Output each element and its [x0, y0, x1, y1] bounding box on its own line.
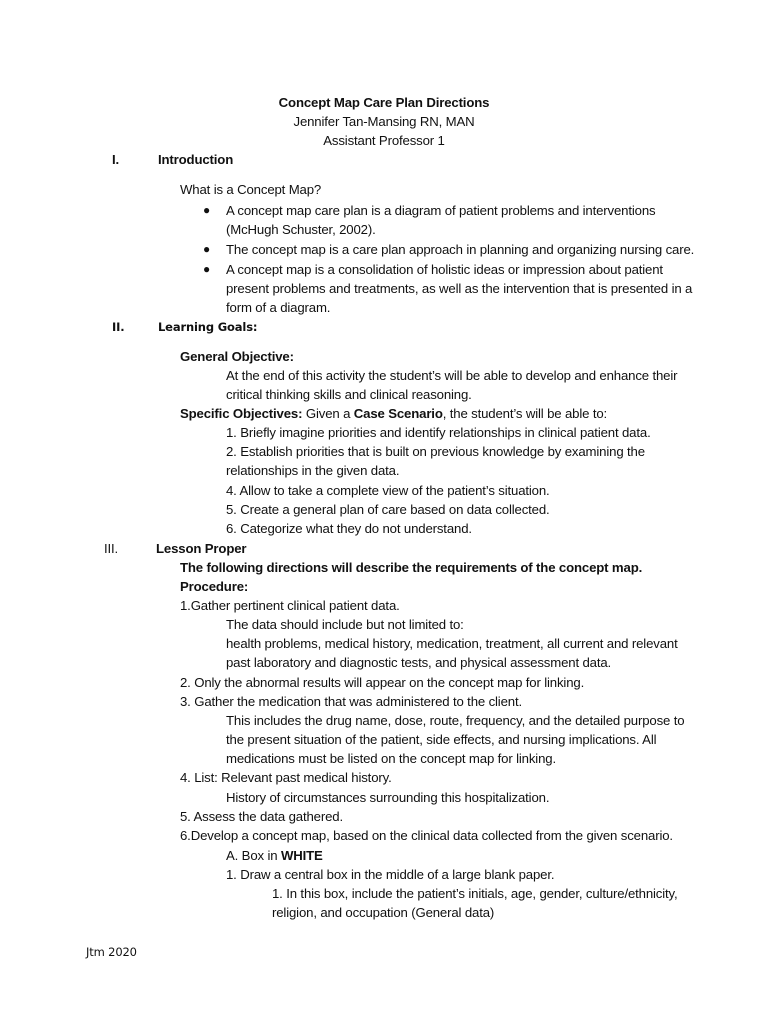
bullet-3-line-1: A concept map is a consolidation of holistic ideas or impression about patient [226, 262, 663, 277]
specific-objectives-pre: Given a [302, 406, 354, 421]
bullet-icon: ● [203, 262, 211, 276]
section-3-heading: Lesson Proper [156, 541, 247, 556]
document-author: Jennifer Tan-Mansing RN, MAN [293, 114, 475, 129]
procedure-step: 3. Gather the medication that was administered to the client. [180, 694, 522, 709]
bullet-1-line-2: (McHugh Schuster, 2002). [226, 222, 376, 237]
document-title: Concept Map Care Plan Directions [278, 95, 490, 110]
procedure-step: 5. Assess the data gathered. [180, 809, 343, 824]
case-scenario-term: Case Scenario [353, 406, 443, 421]
document-position: Assistant Professor 1 [323, 133, 445, 148]
procedure-step: 1.Gather pertinent clinical patient data. [180, 598, 400, 613]
bullet-1-line-1: A concept map care plan is a diagram of patient problems and interventions [226, 203, 656, 218]
procedure-detail: 1. Draw a central box in the middle of a large blank paper. [226, 867, 555, 882]
bullet-2-line-1: The concept map is a care plan approach in planning and organizing nursing care. [226, 242, 695, 257]
specific-objectives-line [180, 405, 607, 423]
procedure-detail: The data should include but not limited to: [226, 617, 464, 632]
objective-item: relationships in the given data. [226, 463, 400, 478]
procedure-detail: medications must be listed on the concept map for linking. [226, 751, 556, 766]
section-1-question: What is a Concept Map? [180, 182, 322, 197]
box-white-line [226, 847, 323, 865]
procedure-detail: past laboratory and diagnostic tests, and physical assessment data. [226, 655, 612, 670]
bullet-icon: ● [203, 203, 211, 217]
box-white-color: WHITE [280, 848, 323, 863]
section-1-heading: Introduction [158, 152, 234, 167]
bullet-icon: ● [203, 242, 211, 256]
objective-item: 4. Allow to take a complete view of the patient’s situation. [226, 483, 550, 498]
objective-item: 6. Categorize what they do not understand. [226, 521, 472, 536]
section-2-numeral: II. [112, 320, 125, 334]
bullet-3-line-2: present problems and treatments, as well as the intervention that is presented in a [226, 281, 693, 296]
section-1-numeral: I. [112, 152, 120, 167]
procedure-detail: the present situation of the patient, side effects, and nursing implications. All [226, 732, 657, 747]
procedure-detail: health problems, medical history, medication, treatment, all current and relevant [226, 636, 678, 651]
procedure-label: Procedure: [180, 579, 249, 594]
procedure-detail: History of circumstances surrounding this hospitalization. [226, 790, 550, 805]
section-3-numeral: III. [104, 541, 119, 556]
objective-item: 2. Establish priorities that is built on previous knowledge by examining the [226, 444, 645, 459]
footer-text: Jtm 2020 [86, 945, 137, 959]
bullet-3-line-3: form of a diagram. [226, 300, 331, 315]
specific-objectives-label: Specific Objectives: [180, 406, 303, 421]
general-objective-label: General Objective: [180, 349, 294, 364]
procedure-subdetail: 1. In this box, include the patient’s initials, age, gender, culture/ethnicity, [272, 886, 678, 901]
procedure-step: 6.Develop a concept map, based on the clinical data collected from the given scenario. [180, 828, 673, 843]
procedure-detail: This includes the drug name, dose, route, frequency, and the detailed purpose to [226, 713, 685, 728]
lesson-intro: The following directions will describe the requirements of the concept map. [180, 560, 643, 575]
objective-item: 5. Create a general plan of care based on data collected. [226, 502, 550, 517]
procedure-subdetail: religion, and occupation (General data) [272, 905, 495, 920]
procedure-step: 4. List: Relevant past medical history. [180, 770, 392, 785]
specific-objectives-post: , the student’s will be able to: [442, 406, 608, 421]
objective-item: 1. Briefly imagine priorities and identify relationships in clinical patient data. [226, 425, 651, 440]
box-white-prefix: A. Box in [226, 848, 281, 863]
general-objective-line-1: At the end of this activity the student’s will be able to develop and enhance their [226, 368, 678, 383]
procedure-step: 2. Only the abnormal results will appear on the concept map for linking. [180, 675, 585, 690]
general-objective-line-2: critical thinking skills and clinical reasoning. [226, 387, 472, 402]
section-2-heading: Learning Goals: [158, 320, 258, 334]
